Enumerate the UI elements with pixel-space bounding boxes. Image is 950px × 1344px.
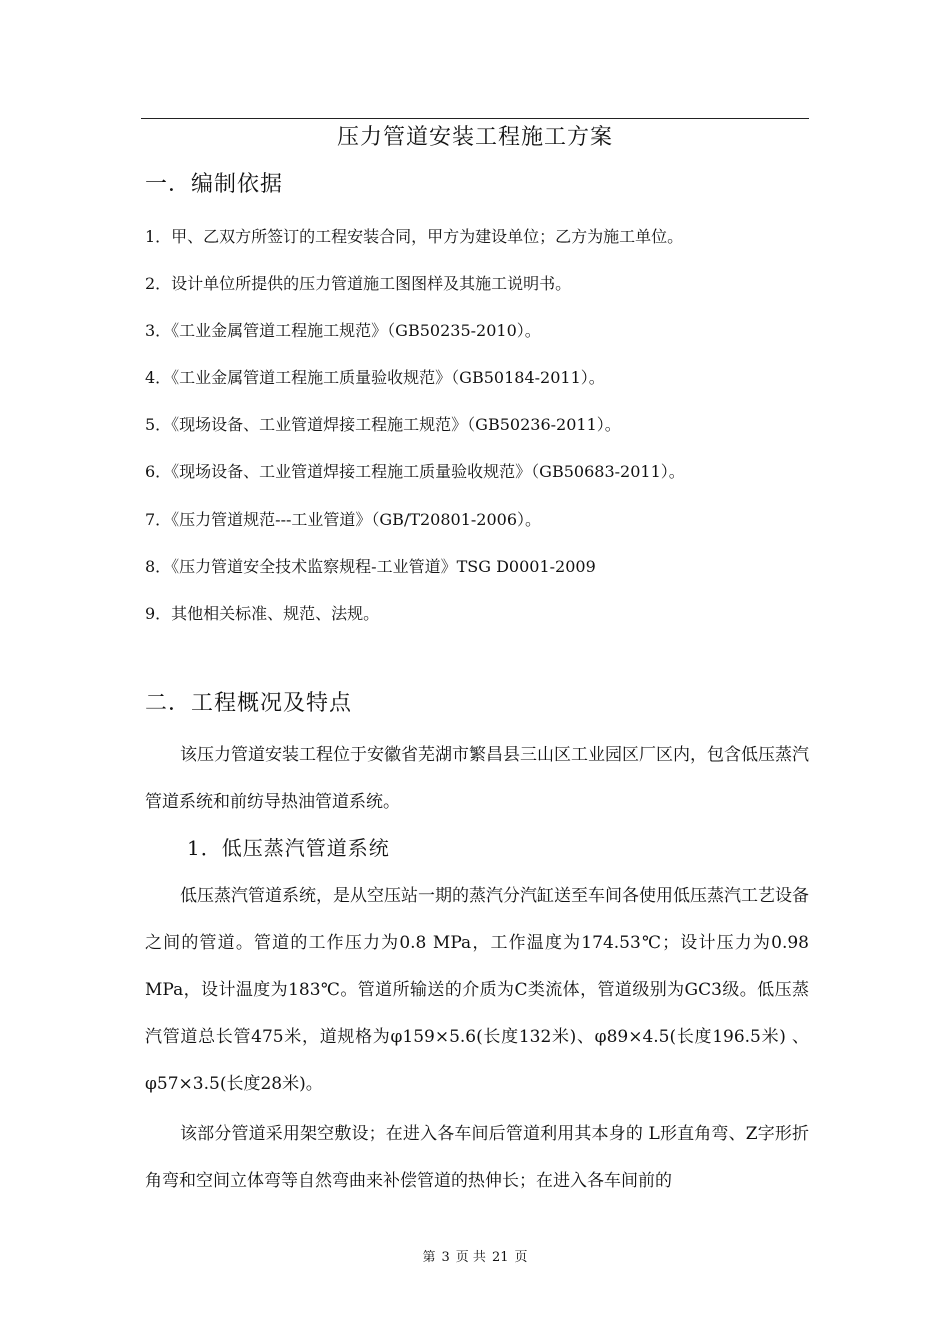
steam-system-paragraph: 低压蒸汽管道系统，是从空压站一期的蒸汽分汽缸送至车间各使用低压蒸汽工艺设备之间的管道。管道的工作压力为0.8 MPa，工作温度为174.53℃；设计压力为0.98 MPa，设计温度为183℃。管道所输送的介质为C类流体，管道级别为GC3级。低压蒸汽管道总长管475米，道规格为φ159×5.6(长度132米)、φ89×4.5(长度196.5米) 、φ57×3.5(长度28米)。 (145, 886, 809, 1094)
reference-item-2: 2．设计单位所提供的压力管道施工图图样及其施工说明书。 (145, 274, 572, 293)
page-footer (0, 1248, 950, 1268)
reference-item-3: 3．《工业金属管道工程施工规范》（GB50235-2010）。 (145, 321, 541, 340)
reference-item-5: 5．《现场设备、工业管道焊接工程施工规范》（GB50236-2011）。 (145, 415, 621, 434)
footer-suffix: 页 (514, 1250, 528, 1265)
section-heading-overview: 二．工程概况及特点 (145, 691, 353, 716)
overview-paragraph: 该压力管道安装工程位于安徽省芜湖市繁昌县三山区工业园区厂区内，包含低压蒸汽管道系统和前纺导热油管道系统。 (145, 745, 809, 812)
reference-item-9: 9．其他相关标准、规范、法规。 (145, 604, 380, 623)
header-rule (141, 118, 809, 119)
reference-item-6: 6．《现场设备、工业管道焊接工程施工质量验收规范》（GB50683-2011）。 (145, 462, 685, 481)
footer-total-pages: 21 (491, 1250, 509, 1265)
footer-prefix: 第 (422, 1250, 436, 1265)
footer-page-number: 3 (441, 1250, 450, 1265)
footer-middle: 页 共 (455, 1250, 486, 1265)
reference-item-4: 4．《工业金属管道工程施工质量验收规范》（GB50184-2011）。 (145, 368, 605, 387)
reference-item-8: 8．《压力管道安全技术监察规程-工业管道》TSG D0001-2009 (145, 557, 596, 576)
steam-installation-paragraph: 该部分管道采用架空敷设；在进入各车间后管道利用其本身的 L形直角弯、Z字形折角弯和空间立体弯等自然弯曲来补偿管道的热伸长；在进入各车间前的 (145, 1124, 809, 1191)
reference-item-1: 1．甲、乙双方所签订的工程安装合同，甲方为建设单位；乙方为施工单位。 (145, 227, 684, 246)
reference-item-7: 7．《压力管道规范---工业管道》（GB/T20801-2006）。 (145, 510, 542, 529)
subsection-heading-steam: 1．低压蒸汽管道系统 (187, 836, 390, 860)
section-heading-basis: 一．编制依据 (145, 172, 284, 197)
document-title: 压力管道安装工程施工方案 (336, 125, 613, 150)
